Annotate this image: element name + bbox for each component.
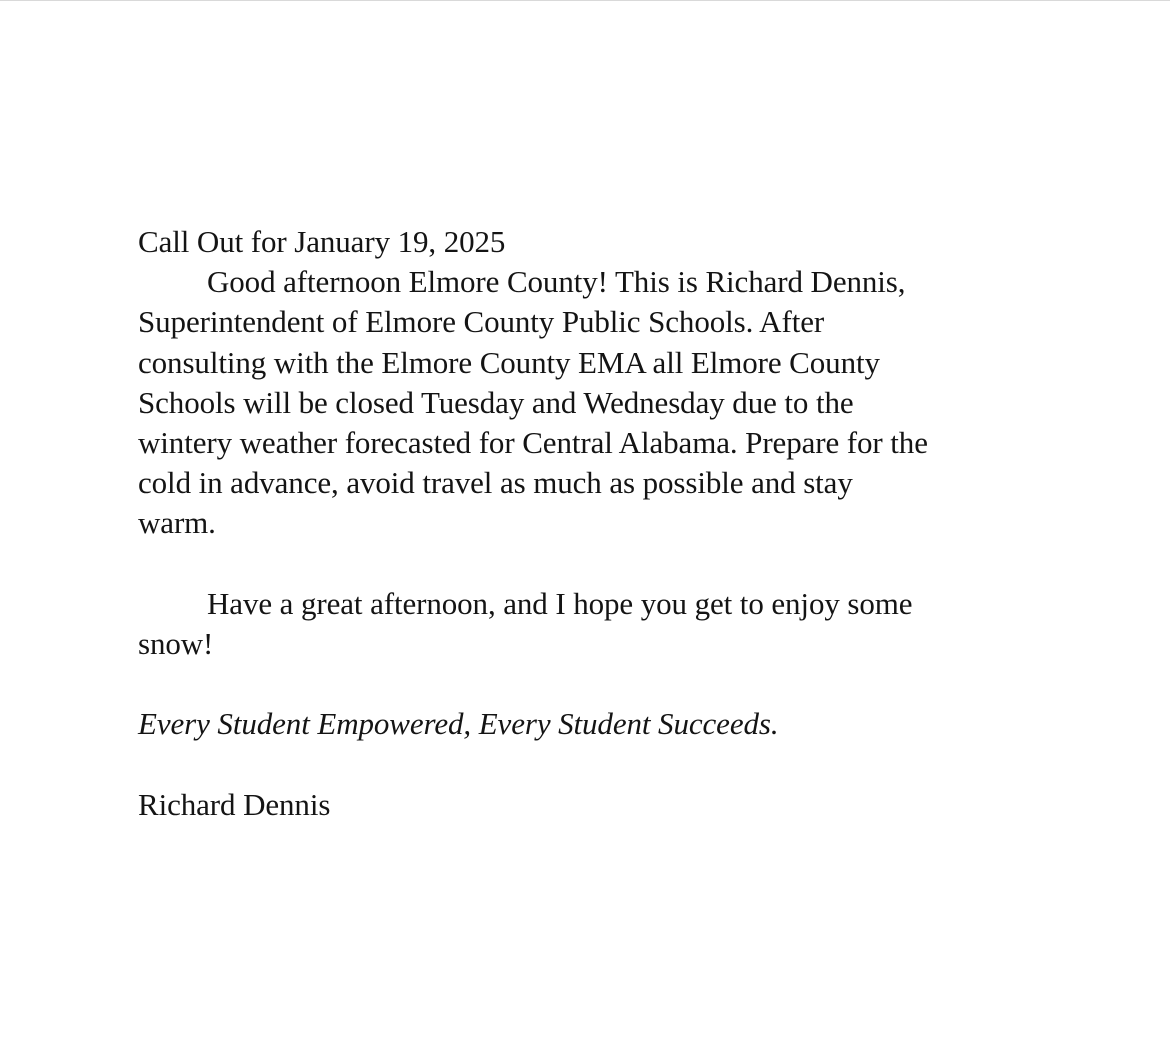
letter-heading: Call Out for January 19, 2025 bbox=[138, 224, 506, 259]
paragraph-spacer bbox=[138, 544, 1148, 584]
announcement-letter bbox=[138, 222, 1148, 825]
closing-line: Have a great afternoon, and I hope you get to enjoy some bbox=[207, 585, 913, 621]
paragraph-spacer bbox=[138, 745, 1148, 785]
body-line: cold in advance, avoid travel as much as possible and stay bbox=[138, 465, 853, 501]
body-line: Superintendent of Elmore County Public Schools. After bbox=[138, 304, 825, 340]
motto-line: Every Student Empowered, Every Student Succeeds. bbox=[138, 706, 779, 742]
body-line: Good afternoon Elmore County! This is Richard Dennis, bbox=[207, 264, 906, 300]
body-line: warm. bbox=[138, 505, 216, 541]
body-line: consulting with the Elmore County EMA all Elmore County bbox=[138, 344, 880, 380]
top-divider bbox=[0, 0, 1170, 1]
closing-line: snow! bbox=[138, 626, 214, 662]
body-line: wintery weather forecasted for Central Alabama. Prepare for the bbox=[138, 425, 928, 461]
paragraph-spacer bbox=[138, 664, 1148, 704]
signature-name: Richard Dennis bbox=[138, 786, 331, 822]
body-line: Schools will be closed Tuesday and Wednesday due to the bbox=[138, 384, 854, 420]
